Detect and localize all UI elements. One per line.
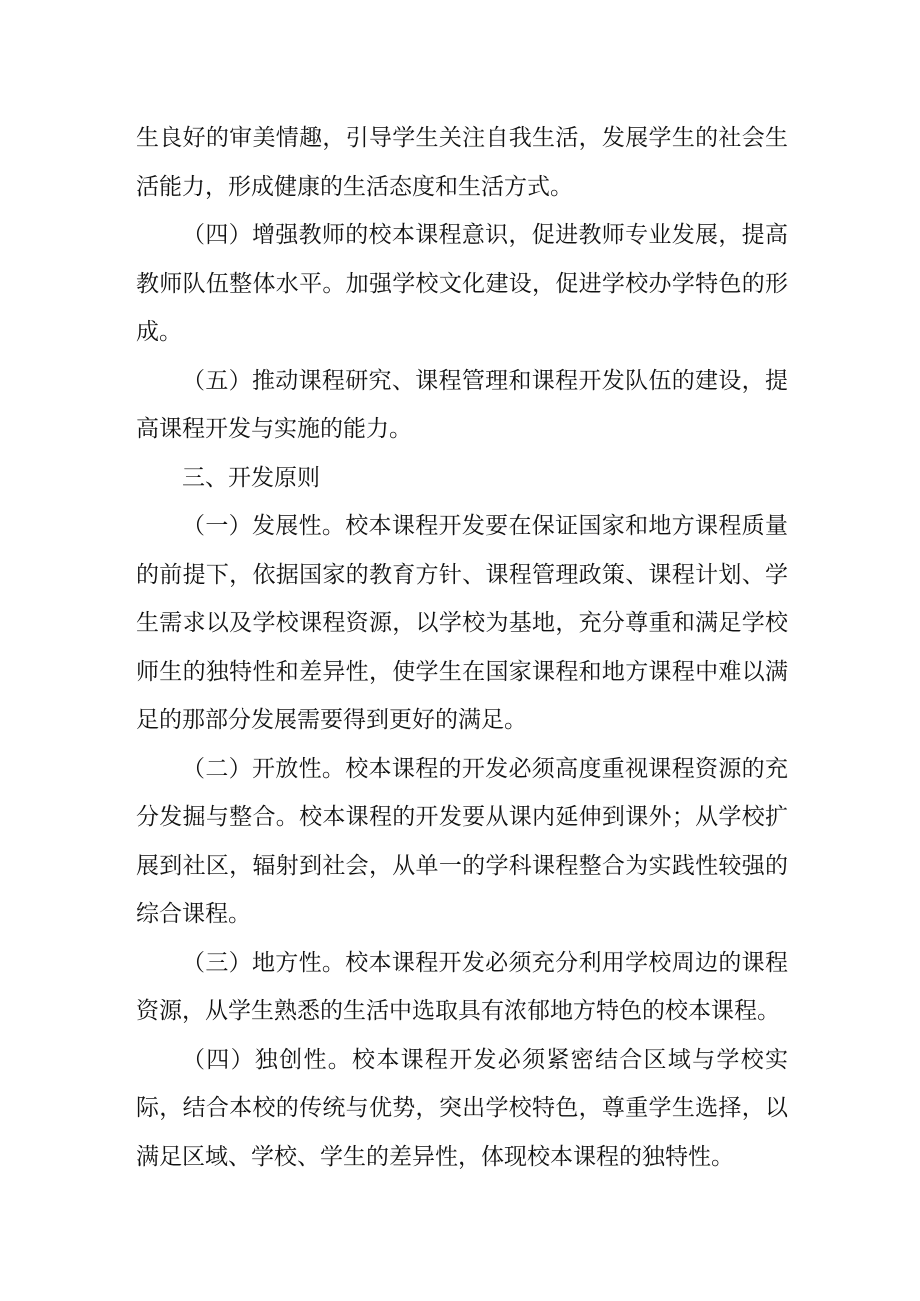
principle-openness: （二）开放性。校本课程的开发必须高度重视课程资源的充分发掘与整合。校本课程的开发要从课内延伸到课外；从学校扩展到社区，辐射到社会，从单一的学科课程整合为实践性较强的综合课程。 xyxy=(136,755,788,927)
principle-locality: （三）地方性。校本课程开发必须充分利用学校周边的课程资源，从学生熟悉的生活中选取具有浓郁地方特色的校本课程。 xyxy=(136,949,788,1024)
principle-originality: （四）独创性。校本课程开发必须紧密结合区域与学校实际，结合本校的传统与优势，突出学校特色，尊重学生选择，以满足区域、学校、学生的差异性，体现校本课程的独特性。 xyxy=(136,1046,788,1170)
paragraph-item-4: （四）增强教师的校本课程意识，促进教师专业发展，提高教师队伍整体水平。加强学校文化建设，促进学校办学特色的形成。 xyxy=(136,222,788,345)
principle-development: （一）发展性。校本课程开发要在保证国家和地方课程质量的前提下，依据国家的教育方针、课程管理政策、课程计划、学生需求以及学校课程资源，以学校为基地，充分尊重和满足学校师生的独特性和差异性，使学生在国家课程和地方课程中难以满足的那部分发展需要得到更好的满足。 xyxy=(136,513,788,733)
section-heading: 三、开发原则 xyxy=(182,464,320,491)
paragraph-item-5: （五）推动课程研究、课程管理和课程开发队伍的建设，提高课程开发与实施的能力。 xyxy=(136,367,788,442)
document-body xyxy=(136,114,788,1181)
paragraph-continuation: 生良好的审美情趣，引导学生关注自我生活，发展学生的社会生活能力，形成健康的生活态度和生活方式。 xyxy=(136,125,788,200)
